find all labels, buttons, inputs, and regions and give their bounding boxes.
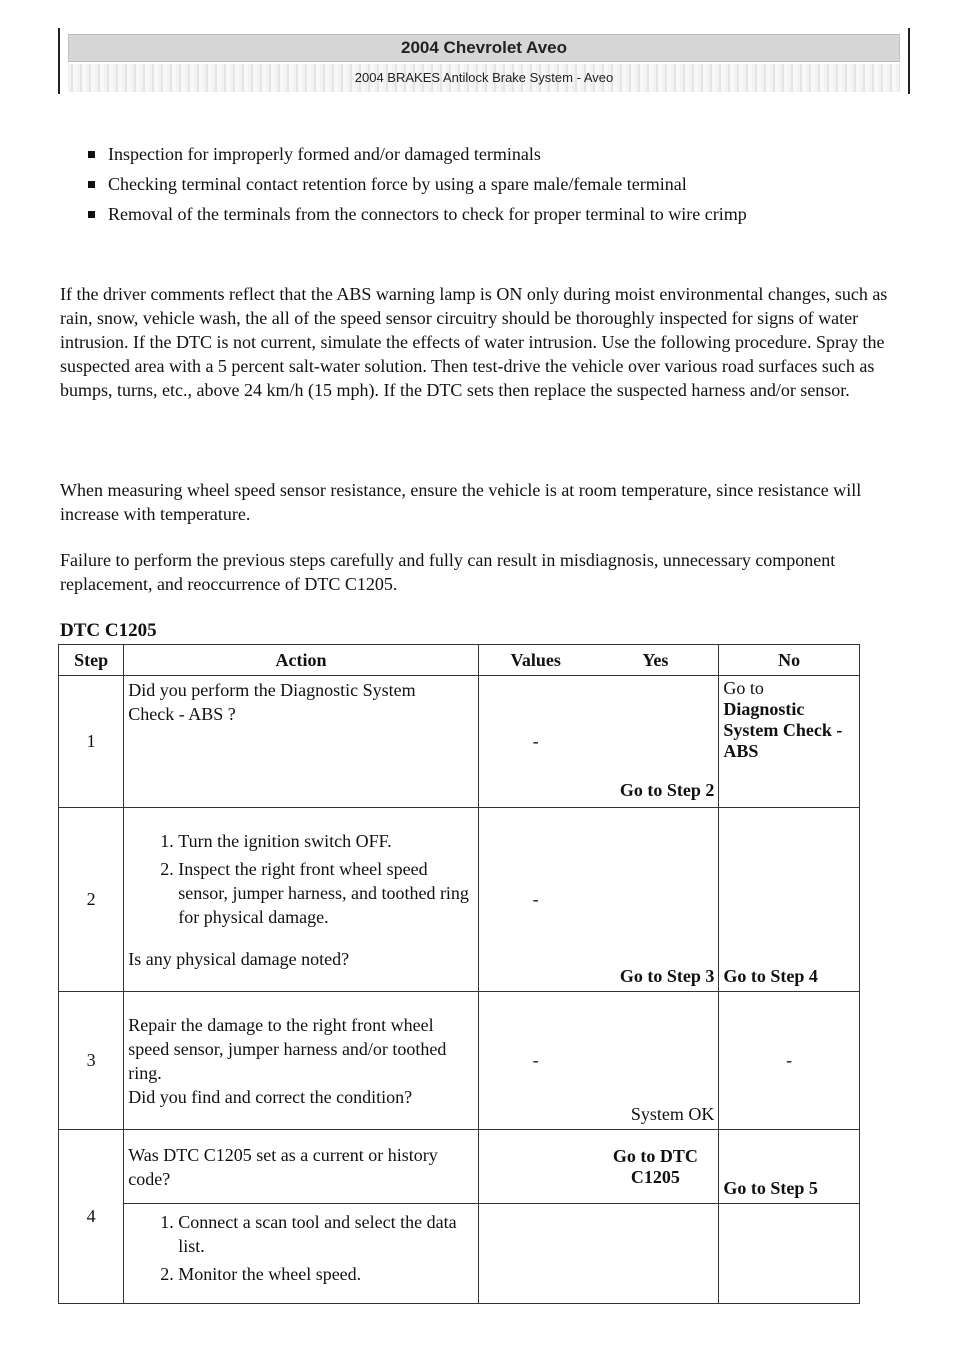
step-no <box>719 808 860 992</box>
step-no <box>719 676 860 808</box>
step-yes <box>592 1130 718 1204</box>
water-intrusion-paragraph: If the driver comments reflect that the ABS warning lamp is ON only during moist environmental changes, such as rain, snow, vehicle wash, the all of the speed sensor circuitry should be thoroughly inspected for signs of water intrusion. If the DTC is not current, simulate the effects of water intrusion. Use the following procedure. Spray the suspected area with a 5 percent salt-water solution. Then test-drive the vehicle over various road surfaces such as bumps, turns, etc., above 24 km/h (15 mph). If the DTC sets then replace the suspected harness and/or sensor. <box>60 284 888 400</box>
header-action: Action <box>124 645 479 676</box>
step-5-instructions <box>128 1210 474 1286</box>
dtc-heading: DTC C1205 <box>60 620 157 641</box>
instruction-item: 2. Monitor the wheel speed. <box>178 1262 474 1286</box>
bullet-item: Checking terminal contact retention force by using a spare male/female terminal <box>84 172 874 196</box>
step-number: 1 <box>59 676 124 808</box>
go-to-dtc-c1205-link[interactable]: Go to DTC C1205 <box>612 1145 698 1187</box>
step-action <box>124 676 479 808</box>
table-row <box>59 676 860 808</box>
step-action: Was DTC C1205 set as a current or history code? <box>124 1130 479 1204</box>
step-no <box>719 1204 860 1304</box>
resistance-note-paragraph: When measuring wheel speed sensor resistance, ensure the vehicle is at room temperature, since resistance will increase with temperature. <box>60 480 862 524</box>
table-row <box>59 1130 860 1204</box>
step-question: Is any physical damage noted? <box>128 948 350 969</box>
step-yes <box>592 676 718 808</box>
table-header-row <box>59 645 860 676</box>
action-text: Did you perform the Diagnostic System Check - ABS ? <box>128 680 416 724</box>
step-values: - <box>478 808 592 992</box>
bullet-item: Removal of the terminals from the connectors to check for proper terminal to wire crimp <box>84 202 874 226</box>
inspection-bullet-list <box>84 142 874 232</box>
go-to-label: Go to <box>723 678 764 698</box>
dtc-diagnostic-table <box>58 644 860 1304</box>
system-ok-text: System OK <box>630 1104 715 1124</box>
table-row <box>59 808 860 992</box>
step-2-instructions <box>128 829 474 929</box>
step-action <box>124 1204 479 1304</box>
diagnostic-system-check-link[interactable]: Diagnostic System Check - ABS <box>723 699 843 761</box>
header-no: No <box>719 645 860 676</box>
bullet-icon <box>88 211 95 218</box>
go-to-step-4-link[interactable]: Go to Step 4 <box>723 966 818 986</box>
step-values <box>478 1130 592 1204</box>
bullet-icon <box>88 181 95 188</box>
step-number: 4 <box>59 1130 124 1304</box>
step-values: - <box>478 676 592 808</box>
step-action <box>124 808 479 992</box>
document-title: 2004 Chevrolet Aveo <box>68 34 900 62</box>
go-to-step-5-link[interactable]: Go to Step 5 <box>723 1178 818 1198</box>
document-subtitle: 2004 BRAKES Antilock Brake System - Aveo <box>68 64 900 92</box>
step-no <box>719 1130 860 1204</box>
repair-instruction: Repair the damage to the right front wheel speed sensor, jumper harness and/or toothed ring. <box>128 1014 447 1083</box>
step-number: 2 <box>59 808 124 992</box>
header-step: Step <box>59 645 124 676</box>
step-action <box>124 992 479 1130</box>
table-row <box>59 1204 860 1304</box>
instruction-item: 2. Inspect the right front wheel speed sensor, jumper harness, and toothed ring for physical damage. <box>178 857 474 929</box>
step-values <box>478 1204 592 1304</box>
step-yes <box>592 992 718 1130</box>
bullet-item: Inspection for improperly formed and/or damaged terminals <box>84 142 874 166</box>
header-values: Values <box>478 645 592 676</box>
page-header <box>58 28 910 94</box>
table-row <box>59 992 860 1130</box>
step-no: - <box>719 992 860 1130</box>
step-question: Did you find and correct the condition? <box>128 1086 413 1107</box>
step-values: - <box>478 992 592 1130</box>
misdiagnosis-warning-paragraph: Failure to perform the previous steps carefully and fully can result in misdiagnosis, unnecessary component replacement, and reoccurrence of DTC C1205. <box>60 550 836 594</box>
go-to-step-3-link[interactable]: Go to Step 3 <box>619 966 715 986</box>
instruction-item: 1. Connect a scan tool and select the data list. <box>178 1210 474 1258</box>
step-yes <box>592 1204 718 1304</box>
step-number: 3 <box>59 992 124 1130</box>
bullet-icon <box>88 151 95 158</box>
header-yes: Yes <box>592 645 718 676</box>
instruction-item: 1. Turn the ignition switch OFF. <box>178 829 474 853</box>
step-yes <box>592 808 718 992</box>
go-to-step-2-link[interactable]: Go to Step 2 <box>619 780 715 800</box>
